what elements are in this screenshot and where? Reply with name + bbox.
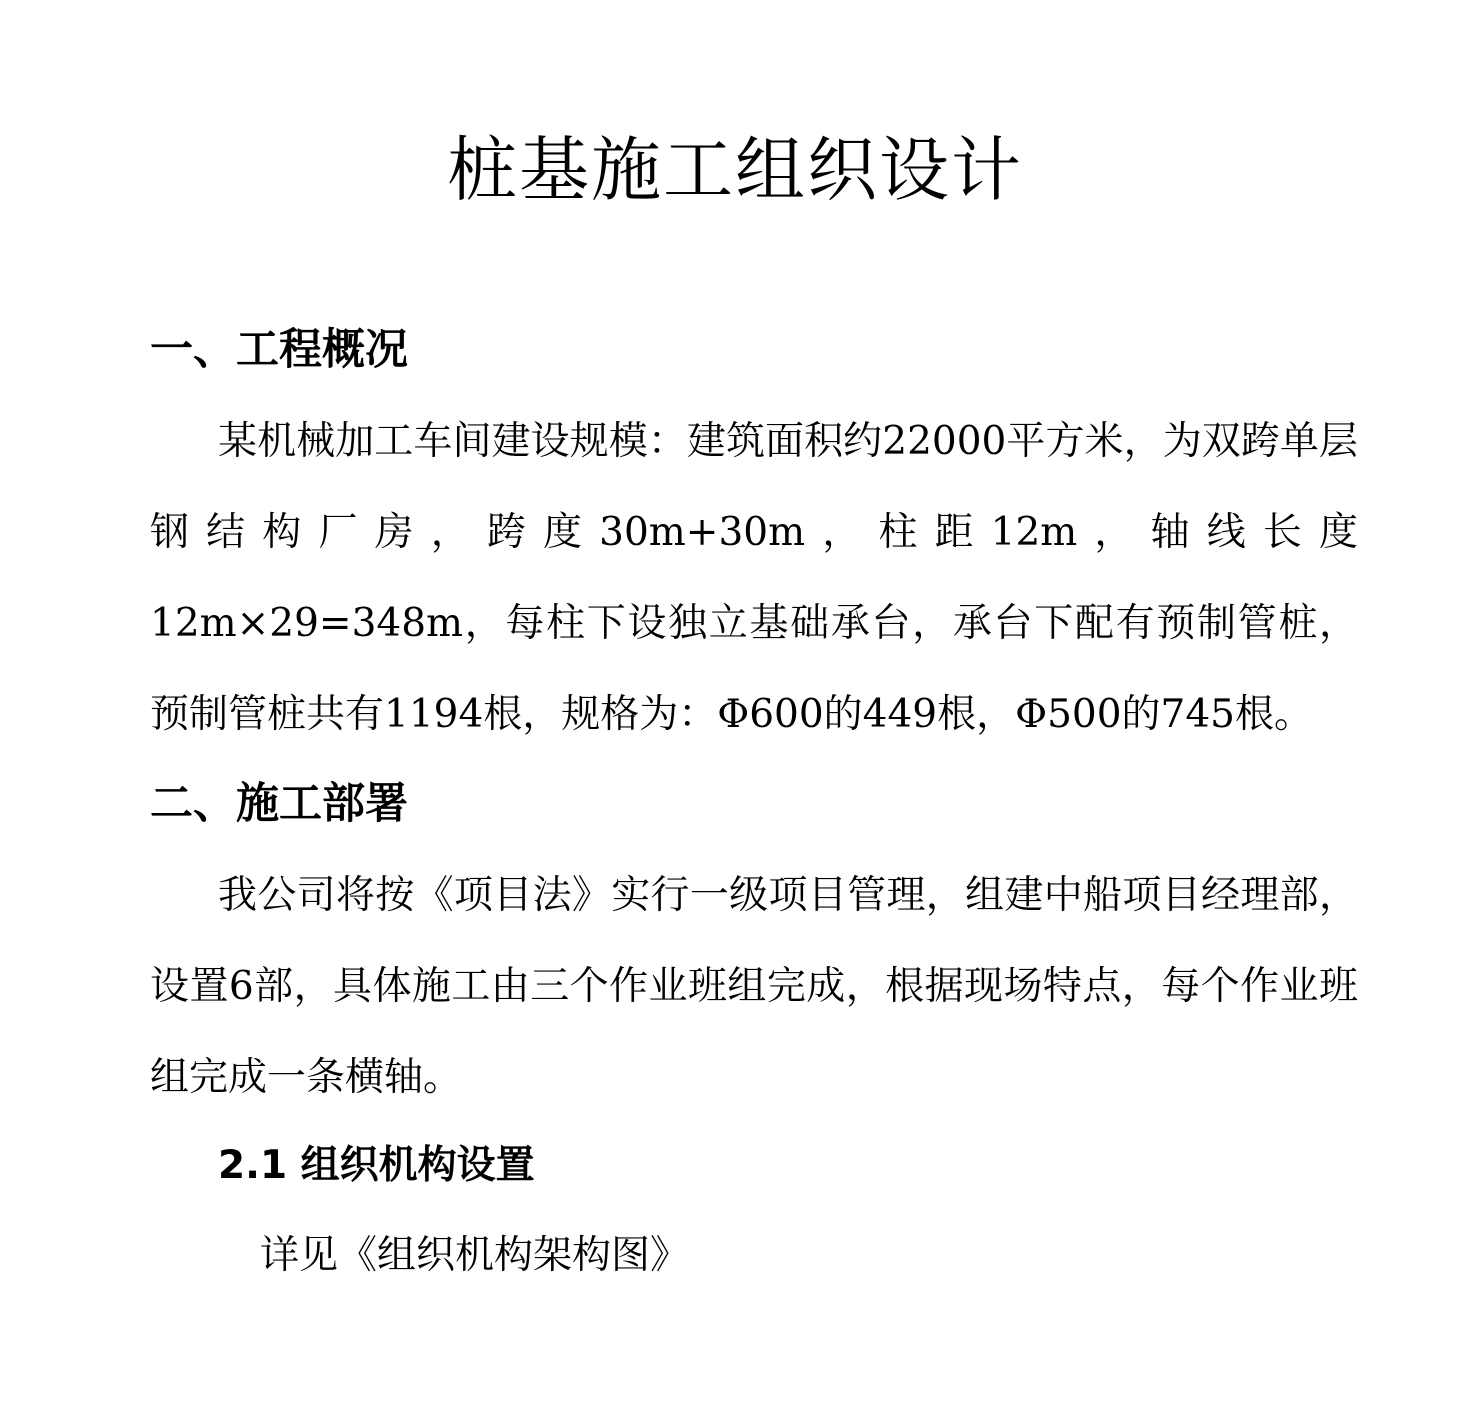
- paragraph-deployment: 我公司将按《项目法》实行一级项目管理，组建中船项目经理部，设置6部，具体施工由三个作业班组完成，根据现场特点，每个作业班组完成一条横轴。: [150, 873, 1358, 1100]
- section-heading-overview: 一、工程概况: [150, 325, 408, 375]
- section-heading-deployment: 二、施工部署: [150, 779, 408, 829]
- document-title: 桩基施工组织设计: [447, 129, 1023, 211]
- paragraph-overview: 某机械加工车间建设规模：建筑面积约22000平方米，为双跨单层钢结构厂房，跨度30m+30m，柱距12m，轴线长度12m×29=348m，每柱下设独立基础承台，承台下配有预制管桩，预制管桩共有1194根，规格为：Φ600的449根，Φ500的745根。: [150, 419, 1358, 737]
- organization-chart-reference: 详见《组织机构架构图》: [260, 1233, 690, 1278]
- subsection-heading-organization: 2.1 组织机构设置: [218, 1143, 535, 1188]
